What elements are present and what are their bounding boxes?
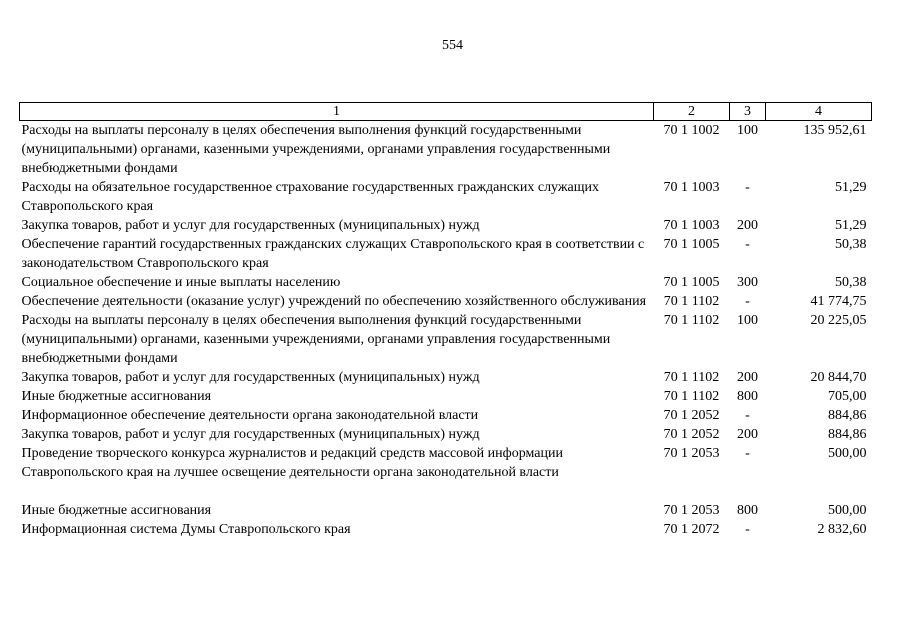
table-row xyxy=(20,121,872,179)
expense-name-cell: Закупка товаров, работ и услуг для государственных (муниципальных) нужд xyxy=(21,218,480,233)
target-code-cell: 70 1 1102 xyxy=(663,294,720,309)
table-row xyxy=(20,311,872,368)
expense-type-cell: - xyxy=(745,294,750,309)
expense-type-cell: 300 xyxy=(737,275,758,290)
expense-type-cell: - xyxy=(745,237,750,252)
expense-type-cell: - xyxy=(745,522,750,537)
expense-type-cell: 200 xyxy=(737,218,758,233)
target-code-cell: 70 1 1003 xyxy=(663,218,720,233)
table-row xyxy=(20,216,872,235)
amount-cell: 500,00 xyxy=(828,503,867,518)
target-code-cell: 70 1 2072 xyxy=(663,522,720,537)
amount-cell: 50,38 xyxy=(835,237,867,252)
expense-name-cell: Информационная система Думы Ставропольского края xyxy=(21,522,351,537)
amount-cell: 500,00 xyxy=(828,446,867,461)
amount-cell: 51,29 xyxy=(835,218,867,233)
expense-type-cell: 100 xyxy=(737,313,758,328)
amount-cell: 884,86 xyxy=(828,408,867,423)
expense-type-cell: 200 xyxy=(737,427,758,442)
target-code-cell: 70 1 1003 xyxy=(663,180,720,195)
header-col-4: 4 xyxy=(766,103,872,121)
expense-name-cell: Расходы на обязательное государственное страхование государственных гражданских служащих Ставропольского края xyxy=(21,180,600,214)
expense-name-cell: Расходы на выплаты персоналу в целях обеспечения выполнения функций государственными (муниципальными) органами, казенными учреждениями, органами управления государственными внебюджетными фондами xyxy=(21,123,611,176)
amount-cell: 2 832,60 xyxy=(817,522,867,537)
table-header-row xyxy=(20,103,872,121)
expense-type-cell: 100 xyxy=(737,123,758,138)
expense-name-cell: Информационное обеспечение деятельности органа законодательной власти xyxy=(21,408,479,423)
expense-name-cell: Расходы на выплаты персоналу в целях обеспечения выполнения функций государственными (муниципальными) органами, казенными учреждениями, органами управления государственными внебюджетными фондами xyxy=(21,313,611,366)
page-number: 554 xyxy=(442,38,463,53)
target-code-cell: 70 1 1102 xyxy=(663,370,720,385)
target-code-cell: 70 1 2052 xyxy=(663,408,720,423)
expense-name-cell: Обеспечение гарантий государственных гражданских служащих Ставропольского края в соответствии с законодательством Ставропольского края xyxy=(21,237,645,271)
target-code-cell: 70 1 1005 xyxy=(663,237,720,252)
table-row xyxy=(20,387,872,406)
expense-name-cell: Закупка товаров, работ и услуг для государственных (муниципальных) нужд xyxy=(21,427,480,442)
table-row xyxy=(20,501,872,520)
amount-cell: 135 952,61 xyxy=(803,123,867,138)
target-code-cell: 70 1 1002 xyxy=(663,123,720,138)
expense-type-cell: 800 xyxy=(737,503,758,518)
expense-type-cell: - xyxy=(745,180,750,195)
spacer-row xyxy=(20,482,872,501)
expense-type-cell: - xyxy=(745,446,750,461)
expense-name-cell: Проведение творческого конкурса журналистов и редакций средств массовой информации Ставропольского края на лучшее освещение деятельности органа законодательной власти xyxy=(21,446,563,480)
target-code-cell: 70 1 2052 xyxy=(663,427,720,442)
table-row xyxy=(20,273,872,292)
amount-cell: 705,00 xyxy=(828,389,867,404)
expense-type-cell: - xyxy=(745,408,750,423)
target-code-cell: 70 1 1005 xyxy=(663,275,720,290)
header-col-3: 3 xyxy=(730,103,766,121)
expense-name-cell: Социальное обеспечение и иные выплаты населению xyxy=(21,275,341,290)
amount-cell: 41 774,75 xyxy=(810,294,867,309)
amount-cell: 20 844,70 xyxy=(810,370,867,385)
amount-cell: 20 225,05 xyxy=(810,313,867,328)
expense-name-cell: Обеспечение деятельности (оказание услуг) учреждений по обеспечению хозяйственного обслуживания xyxy=(21,294,647,309)
amount-cell: 51,29 xyxy=(835,180,867,195)
expense-type-cell: 800 xyxy=(737,389,758,404)
table-row xyxy=(20,292,872,311)
budget-table xyxy=(19,102,872,539)
header-col-2: 2 xyxy=(654,103,730,121)
table-body xyxy=(20,121,872,540)
target-code-cell: 70 1 1102 xyxy=(663,389,720,404)
target-code-cell: 70 1 2053 xyxy=(663,446,720,461)
table-row xyxy=(20,425,872,444)
table-row xyxy=(20,235,872,273)
table-row xyxy=(20,406,872,425)
expense-name-cell: Иные бюджетные ассигнования xyxy=(21,389,212,404)
spacer-cell xyxy=(20,482,872,501)
table-row xyxy=(20,444,872,482)
table-row xyxy=(20,178,872,216)
header-col-1: 1 xyxy=(20,103,654,121)
target-code-cell: 70 1 1102 xyxy=(663,313,720,328)
table-row xyxy=(20,368,872,387)
expense-type-cell: 200 xyxy=(737,370,758,385)
table-row xyxy=(20,520,872,539)
amount-cell: 884,86 xyxy=(828,427,867,442)
target-code-cell: 70 1 2053 xyxy=(663,503,720,518)
expense-name-cell: Закупка товаров, работ и услуг для государственных (муниципальных) нужд xyxy=(21,370,480,385)
expense-name-cell: Иные бюджетные ассигнования xyxy=(21,503,212,518)
amount-cell: 50,38 xyxy=(835,275,867,290)
